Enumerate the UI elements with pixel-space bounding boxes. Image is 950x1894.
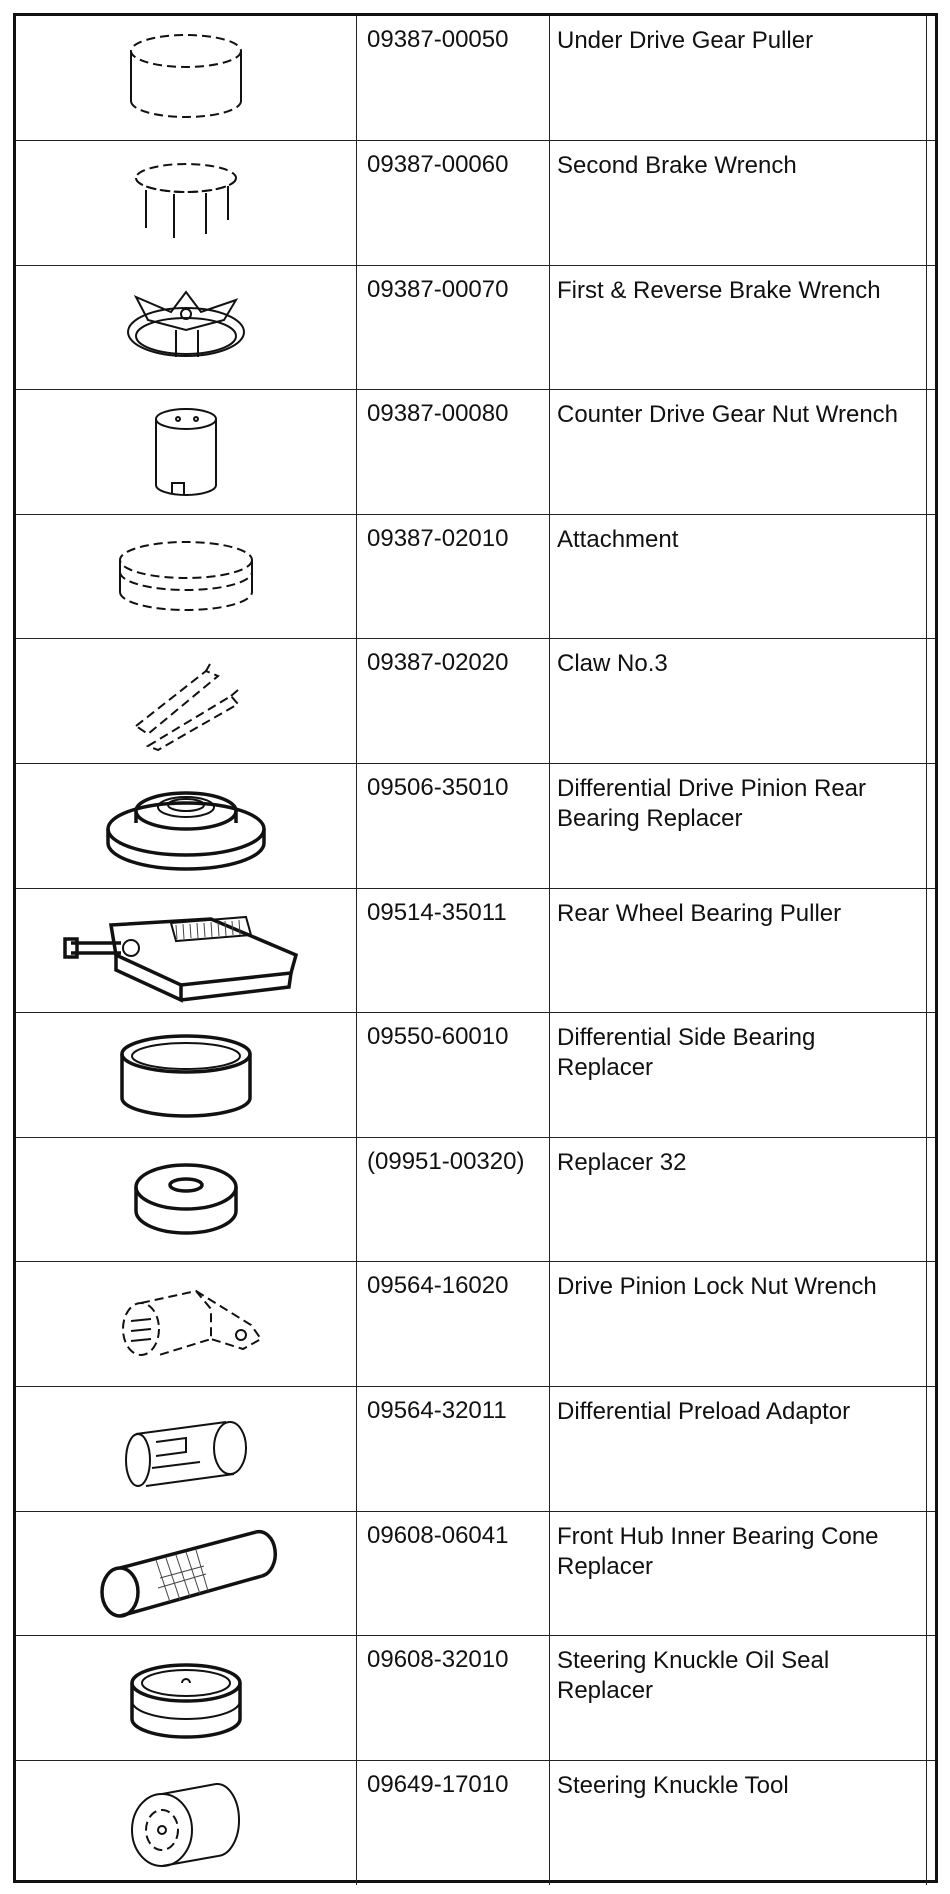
part-number: 09608-06041 xyxy=(357,1511,550,1636)
tool-description: Steering Knuckle Oil Seal Replacer xyxy=(550,1636,927,1761)
table-row xyxy=(16,1137,935,1262)
part-number: 09387-02010 xyxy=(357,514,550,639)
part-number: 09564-32011 xyxy=(357,1387,550,1512)
tool-description: Differential Side Bearing Replacer xyxy=(550,1013,927,1138)
thin-ring-icon xyxy=(106,522,266,632)
part-number: (09951-00320) xyxy=(357,1137,550,1262)
tool-illustration-cell xyxy=(16,1137,357,1262)
tool-illustration-cell xyxy=(16,1511,357,1636)
part-number: 09387-00070 xyxy=(357,265,550,390)
tool-description: Second Brake Wrench xyxy=(550,141,927,266)
blank-cell xyxy=(927,888,936,1013)
blank-cell xyxy=(927,265,936,390)
part-number: 09514-35011 xyxy=(357,888,550,1013)
tool-illustration-cell xyxy=(16,1262,357,1387)
claw-icon xyxy=(106,646,266,756)
part-number: 09564-16020 xyxy=(357,1262,550,1387)
tool-illustration-cell xyxy=(16,1387,357,1512)
part-number: 09506-35010 xyxy=(357,764,550,889)
tri-arm-ring-wrench-icon xyxy=(106,272,266,382)
tool-illustration-cell xyxy=(16,1013,357,1138)
socket-wrench-icon xyxy=(106,397,266,507)
blank-cell xyxy=(927,1013,936,1138)
tool-illustration-cell xyxy=(16,265,357,390)
table-row xyxy=(16,1387,935,1512)
tool-description: Claw No.3 xyxy=(550,639,927,764)
open-ring-icon xyxy=(106,23,266,133)
stepped-disc-icon xyxy=(96,771,276,881)
part-number: 09387-00080 xyxy=(357,390,550,515)
table-row xyxy=(16,1760,935,1885)
tool-description: First & Reverse Brake Wrench xyxy=(550,265,927,390)
table-row xyxy=(16,390,935,515)
tool-description: Differential Preload Adaptor xyxy=(550,1387,927,1512)
table-row xyxy=(16,141,935,266)
lock-nut-wrench-icon xyxy=(101,1269,271,1379)
table-row xyxy=(16,514,935,639)
tool-illustration-cell xyxy=(16,141,357,266)
part-number: 09649-17010 xyxy=(357,1760,550,1885)
tool-description: Rear Wheel Bearing Puller xyxy=(550,888,927,1013)
tool-description: Front Hub Inner Bearing Cone Replacer xyxy=(550,1511,927,1636)
tool-illustration-cell xyxy=(16,390,357,515)
blank-cell xyxy=(927,1636,936,1761)
seal-cup-icon xyxy=(106,1643,266,1753)
part-number: 09387-02020 xyxy=(357,639,550,764)
wide-ring-icon xyxy=(106,1020,266,1130)
special-tools-table xyxy=(16,16,935,1885)
blank-cell xyxy=(927,390,936,515)
tool-illustration-cell xyxy=(16,639,357,764)
part-number: 09550-60010 xyxy=(357,1013,550,1138)
tool-description: Under Drive Gear Puller xyxy=(550,16,927,141)
blank-cell xyxy=(927,514,936,639)
blank-cell xyxy=(927,16,936,141)
special-tools-sheet xyxy=(13,13,938,1883)
tool-description: Drive Pinion Lock Nut Wrench xyxy=(550,1262,927,1387)
table-row xyxy=(16,1262,935,1387)
blank-cell xyxy=(927,1511,936,1636)
part-number: 09608-32010 xyxy=(357,1636,550,1761)
tool-description: Replacer 32 xyxy=(550,1137,927,1262)
tool-description: Attachment xyxy=(550,514,927,639)
blank-cell xyxy=(927,1262,936,1387)
tool-illustration-cell xyxy=(16,514,357,639)
tool-illustration-cell xyxy=(16,16,357,141)
ring-wrench-with-pins-icon xyxy=(106,148,266,258)
tool-description: Differential Drive Pinion Rear Bearing Replacer xyxy=(550,764,927,889)
table-row xyxy=(16,16,935,141)
tool-illustration-cell xyxy=(16,1636,357,1761)
part-number: 09387-00060 xyxy=(357,141,550,266)
slotted-cylinder-icon xyxy=(106,1394,266,1504)
table-row xyxy=(16,639,935,764)
table-row xyxy=(16,888,935,1013)
table-row xyxy=(16,1013,935,1138)
tool-illustration-cell xyxy=(16,1760,357,1885)
thick-washer-icon xyxy=(106,1145,266,1255)
tool-illustration-cell xyxy=(16,764,357,889)
blank-cell xyxy=(927,1387,936,1512)
blank-cell xyxy=(927,1760,936,1885)
blank-cell xyxy=(927,141,936,266)
tool-illustration-cell xyxy=(16,888,357,1013)
tool-description: Counter Drive Gear Nut Wrench xyxy=(550,390,927,515)
table-row xyxy=(16,1511,935,1636)
blank-cell xyxy=(927,764,936,889)
blank-cell xyxy=(927,639,936,764)
blank-cell xyxy=(927,1137,936,1262)
table-row xyxy=(16,265,935,390)
table-row xyxy=(16,764,935,889)
bearing-puller-icon xyxy=(61,895,311,1005)
knuckle-cylinder-icon xyxy=(106,1768,266,1878)
part-number: 09387-00050 xyxy=(357,16,550,141)
table-row xyxy=(16,1636,935,1761)
tool-description: Steering Knuckle Tool xyxy=(550,1760,927,1885)
knurled-rod-icon xyxy=(86,1518,286,1628)
